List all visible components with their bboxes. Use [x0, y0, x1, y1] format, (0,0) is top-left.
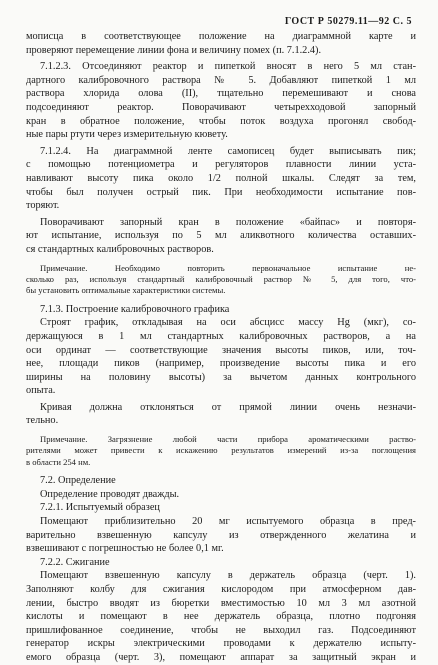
text-line: 7.2. Определение — [40, 475, 116, 487]
text-line: 7.1.3. Построение калибровочного графика — [40, 303, 230, 315]
text-line: навливают высоту пика около 1/2 полной шкалы. Следят за тем, — [26, 172, 416, 184]
text-line: лении, быстро вводят из бюретки вместимостью 10 мл 3 мл азотной — [26, 597, 416, 609]
text-line: торяют. — [26, 200, 60, 212]
text-line: Кривая должна отклоняться от прямой линии очень незначи- — [40, 401, 416, 413]
text-line: кислоты и помещают в нее держатель образца, плотно подгоняя — [26, 611, 416, 623]
text-line: тельно. — [26, 415, 59, 427]
text-line: генератор искры электрическими проводами к держателю испыту- — [26, 638, 416, 650]
text-line: Помещают взвешенную капсулу в держатель образца (черт. 1). — [40, 570, 416, 582]
text-line: оси ординат — соответствующие значения высоты пиков, или, точ- — [26, 344, 416, 356]
text-line: варительно взвешенную капсулу из отвержденного желатина и — [26, 529, 416, 541]
note-2 — [26, 434, 416, 468]
para-7-1-2-2-end — [26, 30, 416, 57]
text-line: бы установить оптимальные характеристики системы. — [26, 285, 226, 296]
text-line: 7.2.1. Испытуемый образец — [40, 502, 160, 514]
text-line: Помещают приблизительно 20 мг испытуемого образца в пред- — [40, 516, 416, 528]
text-line: кран в обратное положение, чтобы поток воздуха прогонял свобод- — [26, 115, 416, 127]
text-line: сколько раз, используя стандартный калибровочный раствор № 5, для того, что- — [26, 273, 416, 284]
text-line: проверяют перемещение линии фона и величину помех (п. 7.1.2.4). — [26, 44, 322, 56]
text-line: ют испытание, используя по 5 мл аликвотного количества оставших- — [26, 230, 416, 242]
text-line: Заполняют колбу для сжигания кислородом при атмосферном дав- — [26, 584, 416, 596]
text-line: рителями может привести к искажению результатов измерений из-за поглощения — [26, 445, 416, 456]
para-7-1-2-4 — [26, 145, 416, 213]
text-line: раствора хлорида олова (II), тщательно перемешивают и снова — [26, 88, 416, 100]
text-line: 7.1.2.4. На диаграммной ленте самописец будет выписывать пик; — [40, 145, 416, 157]
text-line: Определение проводят дважды. — [40, 488, 180, 500]
text-line: 7.2.2. Сжигание — [40, 556, 110, 568]
para-bypass — [26, 216, 416, 257]
note-1 — [26, 263, 416, 297]
text-line: взвешивают с погрешностью не более 0,1 мг. — [26, 543, 224, 555]
text-line: Примечание. Загрязнение любой части прибора ароматическими раство- — [40, 434, 416, 445]
text-line: Примечание. Необходимо повторить первоначальное испытание не- — [40, 262, 416, 273]
text-line: ные пары ртути через измерительную кювету. — [26, 129, 228, 141]
text-line: 7.1.2.3. Отсоединяют реактор и пипеткой вносят в него 5 мл стан- — [40, 61, 416, 73]
page-header: ГОСТ Р 50279.11—92 С. 5 — [284, 16, 412, 27]
text-line: Строят график, откладывая на оси абсцисс массу Hg (мкг), со- — [40, 317, 416, 329]
text-line: дартного калибровочного раствора № 5. Добавляют пипеткой 1 мл — [26, 74, 416, 86]
text-line: с помощью потенциометра и регуляторов плавности линии уста- — [26, 159, 416, 171]
text-line: держащуюся в 1 мл стандартных калибровочных растворов, а на — [26, 330, 416, 342]
text-line: нее, площади пиков (например, произведение высоты пика и его — [26, 358, 416, 370]
section-7-2 — [26, 474, 416, 664]
text-line: Поворачивают запорный кран в положение «байпас» и повторя- — [40, 216, 416, 228]
text-line: емого образца (черт. 3), помещают аппарат за защитный экран и — [26, 652, 416, 663]
para-7-1-3 — [26, 303, 416, 398]
text-line: в области 254 нм. — [26, 456, 91, 467]
text-line: мописца в соответствующее положение на диаграммной карте и — [26, 31, 416, 42]
para-7-1-2-3 — [26, 60, 416, 142]
text-line: чтобы был получен острый пик. При необходимости испытание пов- — [26, 186, 416, 198]
text-line: подсоединяют реактор. Поворачивают четырехходовой запорный — [26, 101, 416, 113]
text-line: опыта. — [26, 385, 56, 397]
document-body — [26, 30, 416, 665]
text-line: ширины на половину высоты) за вычетом данных контрольного — [26, 371, 416, 383]
para-curve — [26, 401, 416, 428]
text-line: пришлифованное соединение, чтобы не выходил газ. Подсоединяют — [26, 624, 416, 636]
text-line: ся стандартных калибровочных растворов. — [26, 243, 214, 255]
